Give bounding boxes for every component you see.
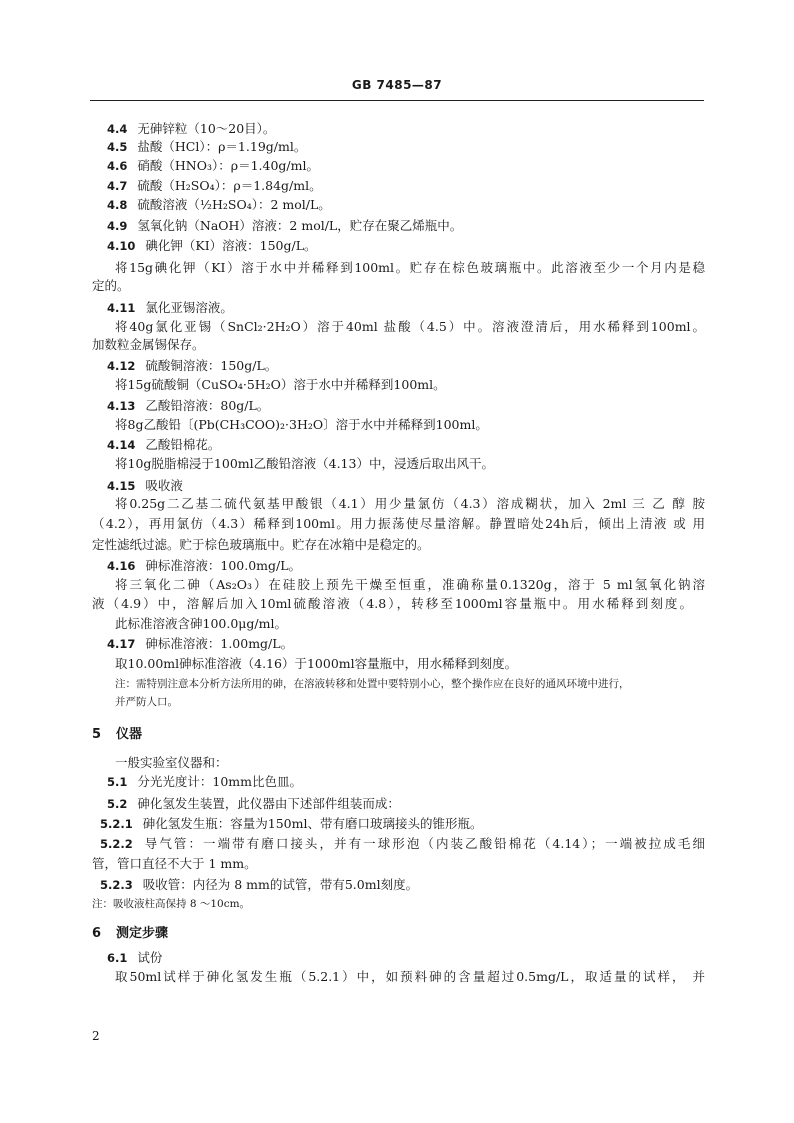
clause-number: 4.6	[107, 159, 128, 173]
clause-line	[100, 877, 418, 893]
clause-line	[107, 796, 400, 812]
text-line	[115, 656, 517, 672]
clause-number: 4.9	[107, 219, 128, 233]
clause-line	[107, 478, 183, 494]
clause-text: 液（4.9）中，溶解后加入10ml硫酸溶液（4.8），转移至1000ml容量瓶中。用水稀释到刻度。	[92, 596, 692, 611]
text-line	[115, 417, 488, 433]
text-line	[115, 377, 446, 393]
clause-number: 4.8	[107, 198, 128, 212]
clause-number: 4.12	[107, 359, 136, 373]
text-line	[115, 260, 705, 276]
clause-number: 4.13	[107, 399, 136, 413]
clause-text: 碘化钾（KI）溶液：150g/L。	[145, 238, 317, 253]
clause-number: 4.10	[107, 239, 136, 253]
clause-text: 砷标准溶液：1.00mg/L。	[145, 636, 294, 651]
clause-text: 吸收管：内径为 8 mm的试管，带有5.0ml刻度。	[142, 877, 419, 892]
clause-text: 取50ml试样于砷化氢发生瓶（5.2.1）中，如预料砷的含量超过0.5mg/L，取适量的试样， 并	[115, 969, 705, 984]
clause-text: 硫酸溶液（½H₂SO₄）：2 mol/L。	[137, 197, 331, 212]
clause-line	[107, 636, 293, 652]
clause-number: 5	[92, 727, 102, 742]
text-line	[115, 496, 705, 512]
page-header: GB 7485—87	[351, 78, 443, 92]
text-line	[92, 856, 257, 872]
clause-number: 4.14	[107, 438, 136, 452]
clause-text: 乙酸铅溶液：80g/L。	[145, 398, 270, 413]
clause-text: 注：需特别注意本分析方法所用的砷，在溶液转移和处置中要特别小心，整个操作应在良好的通风环境中进行，	[115, 678, 630, 690]
clause-text: 定性滤纸过滤。贮于棕色玻璃瓶中。贮存在冰箱中是稳定的。	[92, 537, 430, 552]
clause-number: 5.2	[107, 797, 128, 811]
clause-line	[107, 121, 275, 137]
clause-text: 砷化氢发生装置，此仪器由下述部件组装而成：	[137, 796, 400, 811]
clause-text: 管，管口直径不大于 1 mm。	[92, 856, 257, 871]
clause-number: 4.7	[107, 179, 128, 193]
clause-number: 4.15	[107, 479, 136, 493]
clause-text: 砷标准溶液：100.0mg/L。	[145, 558, 302, 573]
clause-number: 5.1	[107, 775, 128, 789]
clause-line	[107, 950, 162, 966]
text-line	[115, 969, 705, 985]
text-line	[92, 537, 430, 553]
clause-number: 6.1	[107, 951, 128, 965]
clause-text: （4.2），再用氯仿（4.3）稀释到100ml。用力振荡使尽量溶解。静置暗处24h后，倾出上清液 或 用	[92, 516, 705, 531]
text-line	[92, 596, 692, 612]
text-line	[115, 676, 705, 692]
clause-text: 定的。	[92, 278, 130, 293]
clause-text: 将15g碘化钾（KI）溶于水中并稀释到100ml。贮存在棕色玻璃瓶中。此溶液至少一个月内是稳	[115, 260, 705, 275]
clause-text: 分光光度计：10mm比色皿。	[137, 774, 302, 789]
clause-number: 5.2.3	[100, 878, 133, 892]
text-line	[115, 755, 228, 771]
clause-line	[107, 358, 277, 374]
clause-line	[107, 178, 322, 194]
clause-line	[100, 816, 482, 832]
section-heading	[92, 926, 168, 942]
clause-line	[107, 139, 306, 155]
clause-number: 5.2.1	[100, 817, 133, 831]
clause-number: 5.2.2	[100, 837, 133, 851]
text-line	[115, 319, 705, 335]
clause-text: 将15g硫酸铜（CuSO₄·5H₂O）溶于水中并稀释到100ml。	[115, 377, 446, 392]
clause-text: 将三氧化二砷（As₂O₃）在硅胶上预先干燥至恒重，准确称量0.1320g，溶于 5 ml氢氧化钠溶	[115, 577, 705, 592]
clause-number: 4.16	[107, 559, 136, 573]
clause-line	[107, 197, 331, 213]
clause-number: 6	[92, 926, 102, 941]
clause-line	[107, 218, 462, 234]
text-line	[115, 577, 705, 593]
clause-text: 将40g氯化亚锡（SnCl₂·2H₂O）溶于40ml 盐酸（4.5）中。溶液澄清后，用水稀释到100ml。	[115, 319, 705, 334]
clause-text: 盐酸（HCl）：ρ＝1.19g/ml。	[137, 139, 307, 154]
clause-text: 将0.25g二乙基二硫代氨基甲酸银（4.1）用少量氯仿（4.3）溶成糊状，加入 2ml 三 乙 醇 胺	[115, 496, 705, 511]
clause-line	[107, 558, 301, 574]
text-line	[92, 896, 250, 912]
text-line	[92, 337, 205, 353]
clause-line	[107, 774, 302, 790]
text-line	[92, 516, 705, 532]
clause-text: 测定步骤	[116, 926, 169, 941]
clause-text: 导气管：一端带有磨口接头，并有一球形泡（内装乙酸铅棉花（4.14）；一端被拉成毛细	[142, 836, 705, 851]
clause-text: 此标准溶液含砷100.0μg/ml。	[115, 616, 287, 631]
clause-text: 将10g脱脂棉浸于100ml乙酸铅溶液（4.13）中，浸透后取出风干。	[115, 456, 494, 471]
clause-text: 将8g乙酸铅〔(Pb(CH₃COO)₂·3H₂O〕溶于水中并稀释到100ml。	[115, 417, 488, 432]
clause-text: 仪器	[116, 727, 143, 742]
header-rule	[90, 100, 704, 101]
text-line	[115, 456, 494, 472]
clause-text: 试份	[137, 950, 163, 965]
clause-line	[107, 300, 233, 316]
clause-text: 硝酸（HNO₃）：ρ＝1.40g/ml。	[137, 158, 319, 173]
clause-text: 氯化亚锡溶液。	[145, 300, 233, 315]
page-number: 2	[92, 1029, 100, 1043]
clause-line	[100, 836, 705, 852]
clause-text: 吸收液	[145, 478, 183, 493]
clause-text: 乙酸铅棉花。	[145, 437, 221, 452]
clause-line	[107, 238, 317, 254]
clause-line	[107, 158, 319, 174]
section-heading	[92, 727, 142, 743]
clause-number: 4.4	[107, 122, 128, 136]
clause-number: 4.17	[107, 637, 136, 651]
text-line	[115, 694, 178, 710]
clause-text: 硫酸铜溶液：150g/L。	[145, 358, 278, 373]
clause-text: 并严防人口。	[115, 696, 178, 708]
clause-text: 硫酸（H₂SO₄）：ρ＝1.84g/ml。	[137, 178, 322, 193]
text-line	[115, 616, 287, 632]
clause-text: 加数粒金属锡保存。	[92, 337, 205, 352]
clause-line	[107, 437, 220, 453]
clause-text: 无砷锌粒（10～20目）。	[137, 121, 276, 136]
clause-text: 注：吸收液柱高保持 8 ～10cm。	[92, 898, 251, 910]
clause-number: 4.5	[107, 140, 128, 154]
clause-line	[107, 398, 269, 414]
clause-text: 氢氧化钠（NaOH）溶液：2 mol/L，贮存在聚乙烯瓶中。	[137, 218, 463, 233]
clause-number: 4.11	[107, 301, 136, 315]
clause-text: 一般实验室仪器和：	[115, 755, 228, 770]
text-line	[92, 278, 130, 294]
clause-text: 取10.00ml砷标准溶液（4.16）于1000ml容量瓶中，用水稀释到刻度。	[115, 656, 518, 671]
clause-text: 砷化氢发生瓶：容量为150ml、带有磨口玻璃接头的锥形瓶。	[142, 816, 483, 831]
